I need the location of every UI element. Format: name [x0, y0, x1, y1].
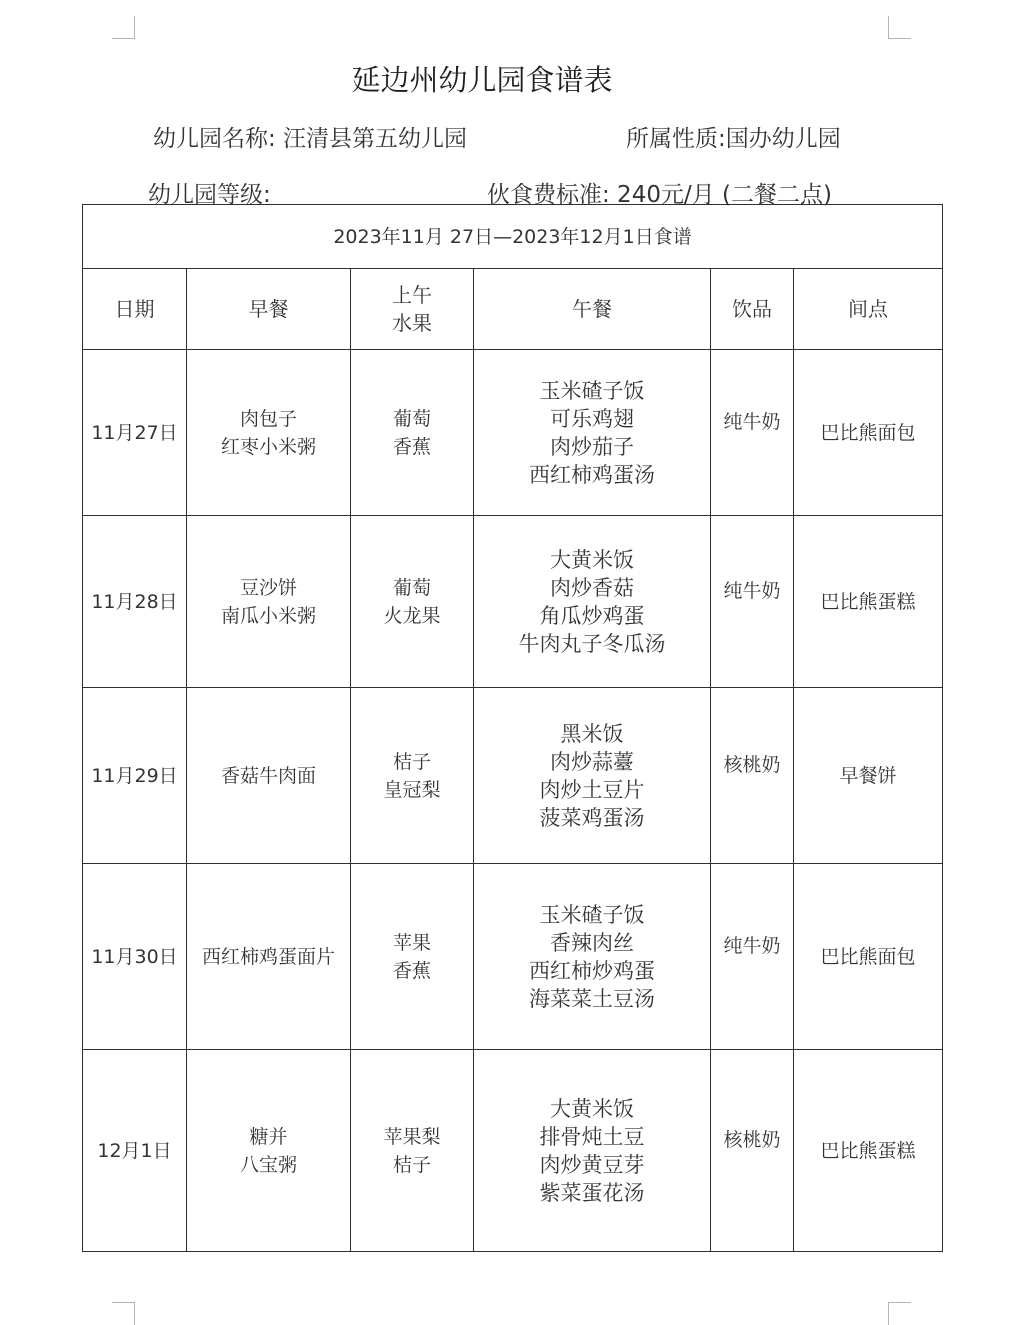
lunch-item: 西红柿炒鸡蛋 [529, 958, 655, 983]
header-fruit-line: 上午 [392, 283, 432, 307]
lunch-item: 海菜菜土豆汤 [529, 986, 655, 1011]
fruit-item: 皇冠梨 [383, 778, 441, 801]
drink-cell: 核桃奶 [711, 1050, 794, 1252]
header-row [83, 269, 943, 350]
lunch-item: 角瓜炒鸡蛋 [539, 603, 645, 628]
lunch-item: 肉炒黄豆芽 [539, 1152, 645, 1177]
lunch-item: 牛肉丸子冬瓜汤 [518, 631, 666, 656]
date-cell: 11月30日 [83, 864, 187, 1050]
lunch-item: 大黄米饭 [550, 1096, 634, 1121]
lunch-item: 玉米碴子饭 [539, 378, 645, 403]
drink-cell: 纯牛奶 [711, 516, 794, 688]
fruit-cell [351, 1050, 474, 1252]
menu-period: 2023年11月 27日—2023年12月1日食谱 [83, 205, 943, 269]
fruit-cell [351, 350, 474, 516]
crop-mark-top-right [888, 16, 911, 39]
kindergarten-grade: 幼儿园等级: [148, 182, 271, 208]
lunch-item: 香辣肉丝 [550, 930, 634, 955]
lunch-item: 黑米饭 [560, 721, 624, 746]
date-cell: 11月27日 [83, 350, 187, 516]
lunch-item: 肉炒蒜薹 [550, 749, 634, 774]
lunch-cell [474, 1050, 711, 1252]
header-fruit-line: 水果 [392, 311, 432, 335]
date-cell: 11月28日 [83, 516, 187, 688]
page-title: 延边州幼儿园食谱表 [351, 63, 613, 97]
lunch-item: 肉炒茄子 [550, 434, 634, 459]
breakfast-cell [187, 864, 351, 1050]
lunch-item: 肉炒香菇 [550, 575, 634, 600]
lunch-cell [474, 350, 711, 516]
breakfast-item: 红枣小米粥 [220, 435, 316, 458]
table-row [83, 1050, 943, 1252]
breakfast-item: 香菇牛肉面 [220, 764, 316, 787]
lunch-item: 菠菜鸡蛋汤 [539, 805, 645, 830]
lunch-item: 肉炒土豆片 [539, 777, 645, 802]
drink-cell: 纯牛奶 [711, 864, 794, 1050]
fruit-item: 火龙果 [383, 604, 441, 627]
meal-fee: 伙食费标准: 240元/月 (二餐二点) [487, 182, 832, 208]
crop-mark-bottom-right [888, 1302, 911, 1325]
kindergarten-name: 幼儿园名称: 汪清县第五幼儿园 [153, 126, 468, 152]
header-breakfast: 早餐 [187, 269, 351, 350]
table-row [83, 688, 943, 864]
drink-cell: 纯牛奶 [711, 350, 794, 516]
fruit-item: 香蕉 [392, 435, 431, 458]
period-row [83, 205, 943, 269]
lunch-item: 可乐鸡翅 [550, 406, 634, 431]
crop-mark-bottom-left [112, 1302, 135, 1325]
header-fruit [351, 269, 474, 350]
breakfast-item: 西红柿鸡蛋面片 [201, 945, 335, 968]
fruit-item: 桔子 [392, 1153, 431, 1176]
snack-cell: 巴比熊面包 [794, 350, 943, 516]
fruit-item: 桔子 [392, 750, 431, 773]
breakfast-cell [187, 516, 351, 688]
breakfast-cell [187, 688, 351, 864]
lunch-item: 玉米碴子饭 [539, 902, 645, 927]
header-snack: 间点 [794, 269, 943, 350]
lunch-item: 大黄米饭 [550, 547, 634, 572]
fruit-item: 苹果梨 [383, 1125, 441, 1148]
fruit-cell [351, 516, 474, 688]
fruit-item: 葡萄 [392, 407, 431, 430]
header-drink: 饮品 [711, 269, 794, 350]
snack-cell: 早餐饼 [794, 688, 943, 864]
table-row [83, 350, 943, 516]
breakfast-item: 糖并 [249, 1125, 288, 1148]
lunch-cell [474, 516, 711, 688]
lunch-item: 紫菜蛋花汤 [539, 1180, 645, 1205]
menu-table [82, 204, 943, 1252]
breakfast-item: 肉包子 [239, 407, 297, 430]
lunch-item: 排骨炖土豆 [539, 1124, 645, 1149]
snack-cell: 巴比熊蛋糕 [794, 1050, 943, 1252]
table-row [83, 516, 943, 688]
header-date: 日期 [83, 269, 187, 350]
fruit-cell [351, 688, 474, 864]
lunch-cell [474, 864, 711, 1050]
drink-cell: 核桃奶 [711, 688, 794, 864]
fruit-item: 香蕉 [392, 959, 431, 982]
date-cell: 11月29日 [83, 688, 187, 864]
fruit-item: 苹果 [392, 931, 431, 954]
lunch-item: 西红柿鸡蛋汤 [529, 462, 655, 487]
breakfast-item: 八宝粥 [239, 1153, 297, 1176]
table-row [83, 864, 943, 1050]
fruit-cell [351, 864, 474, 1050]
breakfast-cell [187, 350, 351, 516]
snack-cell: 巴比熊面包 [794, 864, 943, 1050]
breakfast-item: 豆沙饼 [239, 576, 297, 599]
breakfast-item: 南瓜小米粥 [220, 604, 316, 627]
lunch-cell [474, 688, 711, 864]
snack-cell: 巴比熊蛋糕 [794, 516, 943, 688]
ownership: 所属性质:国办幼儿园 [626, 126, 841, 152]
crop-mark-top-left [112, 16, 135, 39]
header-lunch: 午餐 [474, 269, 711, 350]
fruit-item: 葡萄 [392, 576, 431, 599]
breakfast-cell [187, 1050, 351, 1252]
date-cell: 12月1日 [83, 1050, 187, 1252]
